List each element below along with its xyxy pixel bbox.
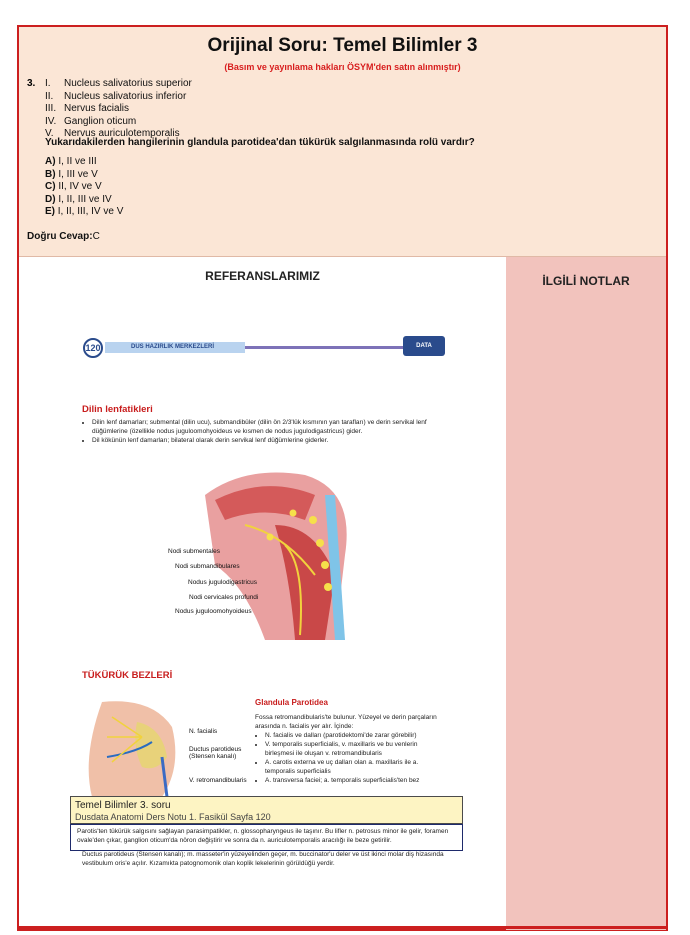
list-item: • A. transversa faciei; a. temporalis superficialis'ten bez (265, 776, 447, 785)
highlighted-text: Parotis'ten tükürük salgısını sağlayan parasimpatikler, n. glossopharyngeus ile taşınır. Bu lifler n. petrosus minor ile gelir, foramen ovale'den çıkar, ganglion oticum'da nöron değiştirir ve sonra da n. auriculotemporalis aracılığı ile beze getirilir. (77, 828, 449, 844)
list-item: • Dil kökünün lenf damarları; bilateral olarak derin servikal lenf düğümlerine giderler. (92, 436, 447, 445)
question-stem: Yukarıdakilerden hangilerinin glandula parotidea'dan tükürük salgılanmasında rolü vardır? (45, 137, 475, 148)
correct-answer: Doğru Cevap:C (27, 231, 100, 242)
section-title-salivary: TÜKÜRÜK BEZLERİ (82, 670, 173, 681)
list-item: • N. facialis ve dalları (parotidektomi'de zarar görebilir) (265, 731, 447, 740)
figure-label: Nodi submentales (168, 548, 221, 555)
list-item: • V. temporalis superficialis, v. maxillaris ve bu venlerin birleşmesi ile oluşan v. retromandibularis (265, 740, 447, 758)
figure-label: N. facialis (189, 728, 218, 735)
section-title-lymphatics: Dilin lenfatikleri (82, 404, 153, 415)
option-a: A) I, II ve III (45, 156, 97, 167)
question-items (45, 78, 192, 141)
highlighted-box (70, 824, 463, 851)
parotid-intro: Fossa retromandibularis'te bulunur. Yüzeyel ve derin parçaların arasında n. facialis yer alır. İçinde: (255, 714, 437, 730)
figure-label: Nodi submandibulares (175, 563, 240, 570)
list-item: • Dilin lenf damarları; submental (dilin ucu), submandibüler (dilin ön 2/3'lük kısmının yan tarafları) ve derin servikal lenf düğümlerine (özellikle nodus juguloomohyoideus ve kısmen de nodus jugulodigastricus) gider. (92, 418, 447, 436)
stensen-text: Ductus parotideus (Stensen kanalı); m. masseter'in yüzeyelinden geçer, m. buccinator'u deler ve üst ikinci molar diş hizasında vestibulum oris'e açılır. Kızamıkta patognomonik olan koplik lekelerinin görüldüğü yerdir. (82, 851, 444, 867)
option-c: C) II, IV ve V (45, 181, 102, 192)
option-b: B) I, III ve V (45, 168, 98, 180)
tongue-lymphatics-illustration (185, 465, 370, 645)
parotid-text (255, 713, 447, 785)
question-item: II. Nucleus salivatorius inferior (45, 90, 187, 102)
question-item: I. Nucleus salivatorius superior (45, 78, 192, 89)
copyright-note: (Basım ve yayınlama hakları ÖSYM'den satın alınmıştır) (224, 62, 461, 72)
question-panel (19, 27, 666, 257)
list-item: • A. carotis externa ve uç dalları olan a. maxillaris ile a. temporalis superficialis (265, 758, 447, 776)
figure-label: Nodus jugulodigastricus (188, 579, 258, 586)
page-number: 120 (83, 338, 103, 358)
question-item: V. Nervus auriculotemporalis (45, 128, 180, 139)
bottom-rule (19, 926, 666, 929)
figure-label: Nodus juguloomohyoideus (175, 608, 252, 615)
notes-panel (506, 257, 666, 930)
question-item: IV. Ganglion oticum (45, 115, 137, 127)
question-item: III. Nervus facialis (45, 103, 130, 114)
parotid-illustration (82, 697, 192, 797)
caption-title: Temel Bilimler 3. soru (75, 800, 171, 811)
option-e: E) I, II, III, IV ve V (45, 206, 124, 217)
subsection-title-parotid: Glandula Parotidea (255, 698, 328, 707)
option-d: D) I, II, III ve IV (45, 193, 112, 205)
header-line (245, 346, 405, 349)
reference-caption (70, 796, 463, 824)
publisher-logo: DATA (403, 336, 445, 356)
notes-title: İLGİLİ NOTLAR (542, 274, 630, 288)
figure-label: Ductus parotideus (Stensen kanalı) (189, 746, 242, 760)
figure-label: V. retromandibularis (189, 777, 247, 784)
lymphatics-text (82, 418, 447, 445)
answer-options (45, 156, 123, 219)
figure-label: Nodi cervicales profundi (189, 594, 259, 601)
question-number: 3. (27, 78, 36, 89)
caption-source: Dusdata Anatomi Ders Notu 1. Fasikül Sayfa 120 (75, 812, 271, 822)
header-band: DUS HAZIRLIK MERKEZLERİ (105, 342, 245, 353)
references-title: REFERANSLARIMIZ (205, 269, 320, 283)
page-title: Orijinal Soru: Temel Bilimler 3 (207, 35, 478, 56)
